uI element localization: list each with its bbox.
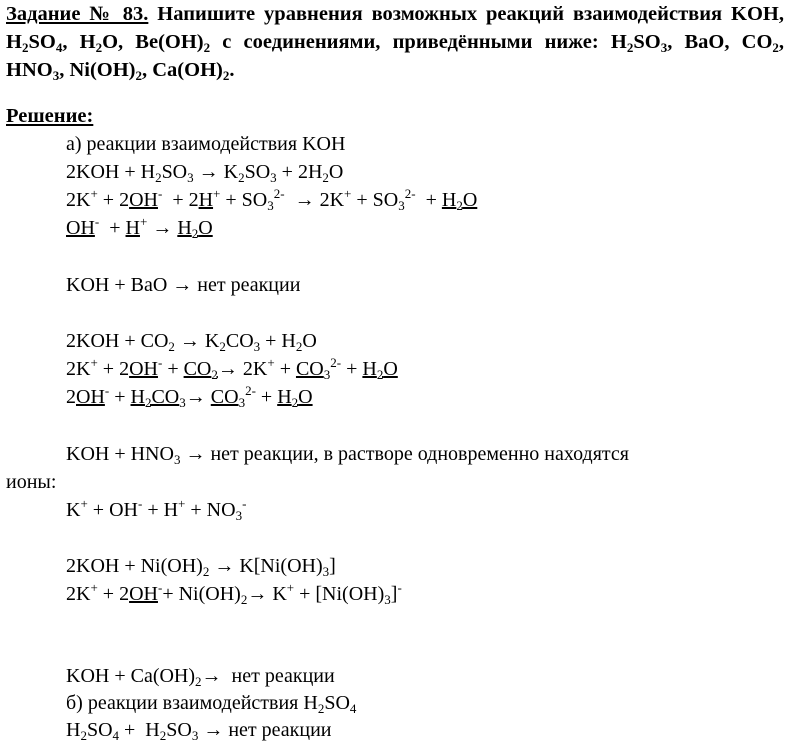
- section-a-heading: а) реакции взаимодействия KOH: [66, 133, 346, 155]
- short-ionic-equation-neutralization: $OH^- + H^+ \to H_2O$: [66, 214, 213, 241]
- section-b-heading: б) реакции взаимодействия $H_2SO_4$: [66, 692, 357, 716]
- equation-koh-bao: KOH + BaO → нет реакции: [66, 274, 301, 296]
- ionic-equation-koh-co2: $2K^+ + 2OH^- + CO_2\to 2K^+ + CO_3^{2-} + H_2O$: [66, 355, 398, 382]
- equation-koh-h2so3: $2KOH + H_2SO_3 \to K_2SO_3 + 2H_2O$: [66, 161, 344, 185]
- ions-in-solution: $K^+ + OH^- + H^+ + NO_3^-$: [66, 496, 247, 523]
- equation-koh-co2: $2KOH + CO_2 \to K_2CO_3 + H_2O$: [66, 330, 317, 354]
- ionic-equation-koh-h2so3: $2K^+ + 2OH^- + 2H^+ + SO_3^{2-} \to 2K^+ + SO_3^{2-} + H_2O$: [66, 186, 478, 213]
- short-ionic-equation-co2: $2OH^- + H_2CO_3\to CO_3^{2-} + H_2O$: [66, 383, 313, 410]
- equation-koh-nioh2: $2KOH + Ni(OH)_2 \to K[Ni(OH)_3]$: [66, 555, 336, 579]
- ions-label: ионы:: [6, 471, 57, 493]
- equation-koh-caoh2: KOH + $Ca(OH)_2\to$ нет реакции: [66, 665, 335, 689]
- solution-heading: Решение:: [6, 105, 94, 127]
- equation-h2so4-h2so3: $H_2SO_4 + H_2SO_3$ → нет реакции: [66, 719, 332, 743]
- equation-koh-hno3: KOH + $HNO_3$ → нет реакции, в растворе одновременно находятся: [66, 443, 629, 467]
- task-number: Задание № 83.: [6, 3, 149, 25]
- task-statement: Задание № 83. Напишите уравнения возможных реакций взаимодействия KOH, $H_2SO_4$, $H_2O$, $Be(OH)_2$ с соединениями, приведёнными ниже: $H_2SO_3$, BaO, $CO_2$, $HNO_3$, $Ni(OH)_2$, $Ca(OH)_2$.: [6, 3, 785, 83]
- ionic-equation-koh-nioh2: $2K^+ + 2OH^-+ Ni(OH)_2\to K^+ + [Ni(OH)_3]^-$: [66, 580, 402, 607]
